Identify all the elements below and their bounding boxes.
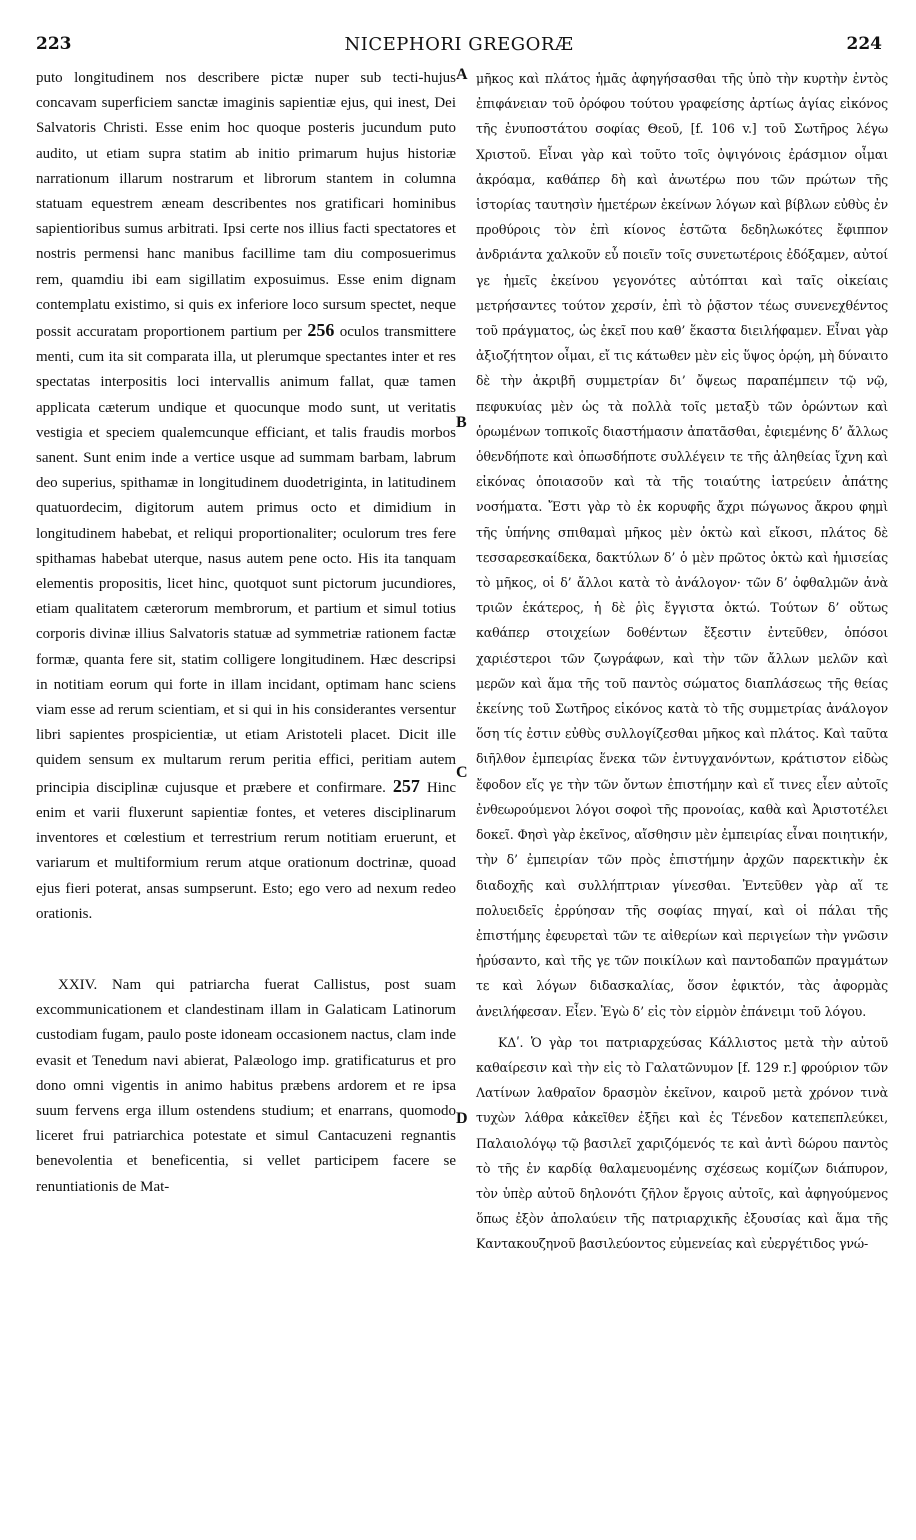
latin-paragraph-1 <box>36 66 456 927</box>
latin-text-1c: Hinc enim et varii fluxerunt sapientiæ fontes, et veteres disciplinarum inventores et cœlestium et terrestrium rerum notitiam eruerunt, et variarum et multiformium rerum atque orationum doctrinæ, quoad ejus fieri poterat, ansas sumpserunt. Esto; ego vero ad nexum redeo orationis. <box>36 779 457 922</box>
latin-text-1b: oculos transmittere menti, cum ita sit comparata illa, ut plerumque spectantes inter et res spectatas interpositis loci intervallis animum fallat, quæ tamen applicata cæterum undique et quocunque modo sunt, ut veritatis vestigia et speciem qualemcunque efficiant, et talis fraudis morbos sanent. Sunt enim inde a vertice usque ad summam barbam, labrum deo superius, spithamæ in longitudinem duodetriginta, in latitudinem quatuordecim, digitorum autem primus octo et dimidium in longitudinem habebat, et reliqui proportionaliter; oculorum tres fere spithamas habebat uterque, nasus autem pene octo. His ita tanquam elementis propositis, licet hinc, quotquot sunt pictorum jucundiores, etiam qualitatem cæterorum membrorum, et partium et simul totius corporis divinæ illius Salvatoris statuæ ad symmetriæ rationem factæ formæ, quanta fere sit, statim colligere longitudinem. Hæc descripsi in notitiam eorum qui forte in illam incidant, optimam hanc sciens viam esse ad rerum scientiam, et si qui in his considerantes versentur libri sapientes prospicientiæ, ut etiam Aristoteli placet. Dicit ille quidem sensum ex multarum rerum peritia effici, peritiam autem principia disciplinæ cujusque et præbere et confirmare. <box>36 324 457 796</box>
greek-column <box>476 66 888 1257</box>
left-page-number: 223 <box>36 34 72 54</box>
greek-paragraph-1: μῆκος καὶ πλάτος ἡμᾶς ἀφηγήσασθαι τῆς ὑπὸ τὴν κυρτὴν ἐντὸς ἐπιφάνειαν τοῦ ὀρόφου τούτου γραφείσης ἀρτίως ἁγίας εἰκόνος τῆς ἐνυποστάτου σοφίας Θεοῦ, [f. 106 v.] τοῦ Σωτῆρος λέγω Χριστοῦ. Εἶναι γὰρ καὶ τοῦτο τοῖς ὀψιγόνοις ἐράσμιον οἶμαι ἀκρόαμα, καθάπερ δὴ καὶ ἀνωτέρω που τῶν πρώτων τῆς ἱστορίας ταυτησὶν ἡμετέρων ἐκείνων λόγων καὶ βίβλων εὐθὺς ἐν προθύροις τὸν ἐπὶ κίονος ἑστῶτα δεδηλωκότες ἔφιππον ἀνδριάντα χαλκοῦν εὖ ποιεῖν τοῖς συνετωτέροις ἐδόξαμεν, αὐτοί γε ἡμεῖς ἐκείνου γεγονότες αὐτόπται καὶ ταῖς οἰκείαις μετρήσαντες τούτον χερσίν, ἐπὶ τὸ ῥᾷστον τέως συνενεχθέντος τοῦ πράγματος, ὡς ἐκεῖ που καθ’ ἕκαστα διειλήφαμεν. Εἶναι γὰρ ἀξιοζήτητον οἶμαι, εἴ τις κάτωθεν μὲν εἰς ὕψος ὁρῴη, μὴ δύναιτο δὲ τὴν ἀκριβῆ συμμετρίαν δι’ ὄψεως παραπέμπειν τῷ νῷ, πεφυκυίας μὲν ὡς τὰ πολλὰ τοῖς μεταξὺ τῶν ὁρώντων καὶ ὁρωμένων τοπικοῖς διαστήμασιν ἀπατᾶσθαι, ἐφιεμένης δ’ ἄλλως ὁθενδήποτε καὶ ὁπωσδήποτε συλλέγειν τε τῆς ἀληθείας ἴχνη καὶ εἰκόνας ὁποιασοῦν καὶ τὰ τῆς τοιαύτης ἰατρεύειν ἀπάτης νοσήματα. Ἔστι γὰρ τὸ ἐκ κορυφῆς ἄχρι πώγωνος ἄκρου φημὶ τῆς ὑπήνης σπιθαμαὶ μῆκος μὲν ὀκτὼ καὶ εἴκοσι, πλάτος δὲ τεσσαρεσκαίδεκα, δακτύλων δ’ ὁ μὲν πρῶτος ὀκτὼ καὶ ἡμισείας τὸ μῆκος, οἱ δ’ ἄλλοι κατὰ τὸ ἀνάλογον· τῶν δ’ ὀφθαλμῶν ἀνὰ τριῶν ἑκάτερος, ἡ δὲ ῥὶς ἔγγιστα ὀκτώ. Τούτων δ’ οὕτως καθάπερ στοιχείων δοθέντων ἔξεστιν ἐντεῦθεν, ὁπόσοι χαριέστεροι τῶν ζωγράφων, καὶ τὴν τῶν ἄλλων μελῶν καὶ μερῶν καὶ ἅμα τῆς τοῦ παντὸς σώματος διαπλάσεως τῆς θείας ἐκείνης τοῦ Σωτῆρος εἰκόνος κατὰ τὸ τῆς συμμετρίας ἀνάλογον ὅση τίς ἐστιν εὐθὺς συλλογίζεσθαι μῆκος καὶ πλάτος. Καὶ ταῦτα διῆλθον ἐμπειρίας ἕνεκα τῶν ἐντυγχανόντων, κράτιστον εἰδὼς ἔφοδον εἴς γε τὴν τῶν ὄντων ἐπιστήμην καὶ εἴ τινες εἶεν αὐτοῖς ἐνθεωρούμενοι λόγοι σοφοὶ τῆς προνοίας, καθὰ καὶ Ἀριστοτέλει δοκεῖ. Φησὶ γὰρ ἐκεῖνος, αἴσθησιν μὲν ἐμπειρίας εἶναι ποιητικήν, τὴν δ’ ἐμπειρίαν τῶν πρὸς ἐπιστήμην ἀρχῶν παρεκτικὴν ἐκ διαδοχῆς καὶ συλλήπτριαν γίνεσθαι. Ἐντεῦθεν γὰρ αἵ τε πολυειδεῖς ἐρρύησαν τῆς σοφίας πηγαί, καὶ οἱ πάλαι τῆς ἐπιστήμης ἐφευρεταὶ τῶν τε αἰθερίων καὶ περιγείων τὴν γνῶσιν ἠρύσαντο, καὶ τῆς γε τῶν ποικίλων καὶ παντοδαπῶν πραγμάτων τε καὶ λόγων διδασκαλίας, ὅσον ἐφικτόν, τὰς ἀφορμὰς ἀνειλήφεσαν. Εἶεν. Ἐγὼ δ’ εἰς τὸν εἱρμὸν ἐπάνειμι τοῦ λόγου. <box>476 71 888 1019</box>
right-page-number: 224 <box>846 34 882 54</box>
margin-letter-a: A <box>456 66 468 83</box>
page-reference-256: 256 <box>307 320 335 341</box>
latin-paragraph-2: XXIV. Nam qui patriarcha fuerat Callistus, post suam excommunicationem et clandestinam illam in Galaticam Latinorum custodiam fugam, paulo poste idoneam occasionem nactus, clam inde evasit et Tenedum navi abierat, Palæologo imp. gratificaturus et pro dono omni vigentis in animo habitus præbens ardorem et re ipsa suum fervens erga illum ostendens studium; et enarrans, quomodo liceret frui patriarchica potestate et simul Cantacuzeni regnantis benevolentia et beneficentia, si vellet participem facere se renuntiationis de Mat- <box>36 976 456 1195</box>
page-reference-257: 257 <box>392 775 420 796</box>
margin-letter-d: D <box>456 1110 468 1127</box>
page-header <box>36 34 882 62</box>
latin-column <box>36 66 456 1200</box>
latin-text-1a: puto longitudinem nos describere pictæ nuper sub tecti-hujus concavam superficiem sanctæ imaginis sapientiæ ejus, qui inest, Dei Salvatoris Christi. Esse enim hoc quoque posteris jucundum puto audito, ut etiam supra statim ab initio primarum hujus historiæ narrationum illarum nostrarum et librorum stantem in columna statuam equestrem æneam describentes nos gratificari hominibus sapientioribus sumus arbitrati. Ipsi certe nos illius facti spectatores et nostris permensi hanc manibus facillime tam diu composuerimus rem, quamdiu ibi eam sigillatim exposuimus. Esse enim dignam contemplatu existimo, si quis ex inferiore loco sursum spectet, neque possit accuratam proportionem partium per <box>36 70 456 341</box>
margin-letter-c: C <box>456 764 468 781</box>
greek-paragraph-2: ΚΔʹ. Ὁ γὰρ τοι πατριαρχεύσας Κάλλιστος μετὰ τὴν αὐτοῦ καθαίρεσιν καὶ τὴν εἰς τὸ Γαλατῶνυμον [f. 129 r.] φρούριον τῶν Λατίνων λαθραῖον δρασμὸν ἐκεῖνον, καιροῦ μετὰ χρόνον τινὰ τυχὼν λάθρα κἀκεῖθεν ἐξῆει καὶ ἐς Τένεδον κατεπεπλεύκει, Παλαιολόγῳ τῷ βασιλεῖ χαριζόμενός τε καὶ ἀντὶ δώρου παντὸς τὸ τῆς ἐν καρδίᾳ θαλαμευομένης σχέσεως κομίζων διάπυρον, τὸν ὑπὲρ αὐτοῦ δηλονότι ζῆλον ἔργοις αὐτοῖς, καὶ ἀφηγούμενος ὅπως ἐξὸν ἀπολαύειν τῆς πατριαρχικῆς ἐξουσίας καὶ ἅμα τῆς Καντακουζηνοῦ βασιλεύοντος εὐμενείας καὶ εὐεργέτιδος γνώ- <box>476 1034 888 1252</box>
running-title: NICEPHORI GREGORÆ <box>344 34 574 55</box>
margin-letter-b: B <box>456 414 467 431</box>
